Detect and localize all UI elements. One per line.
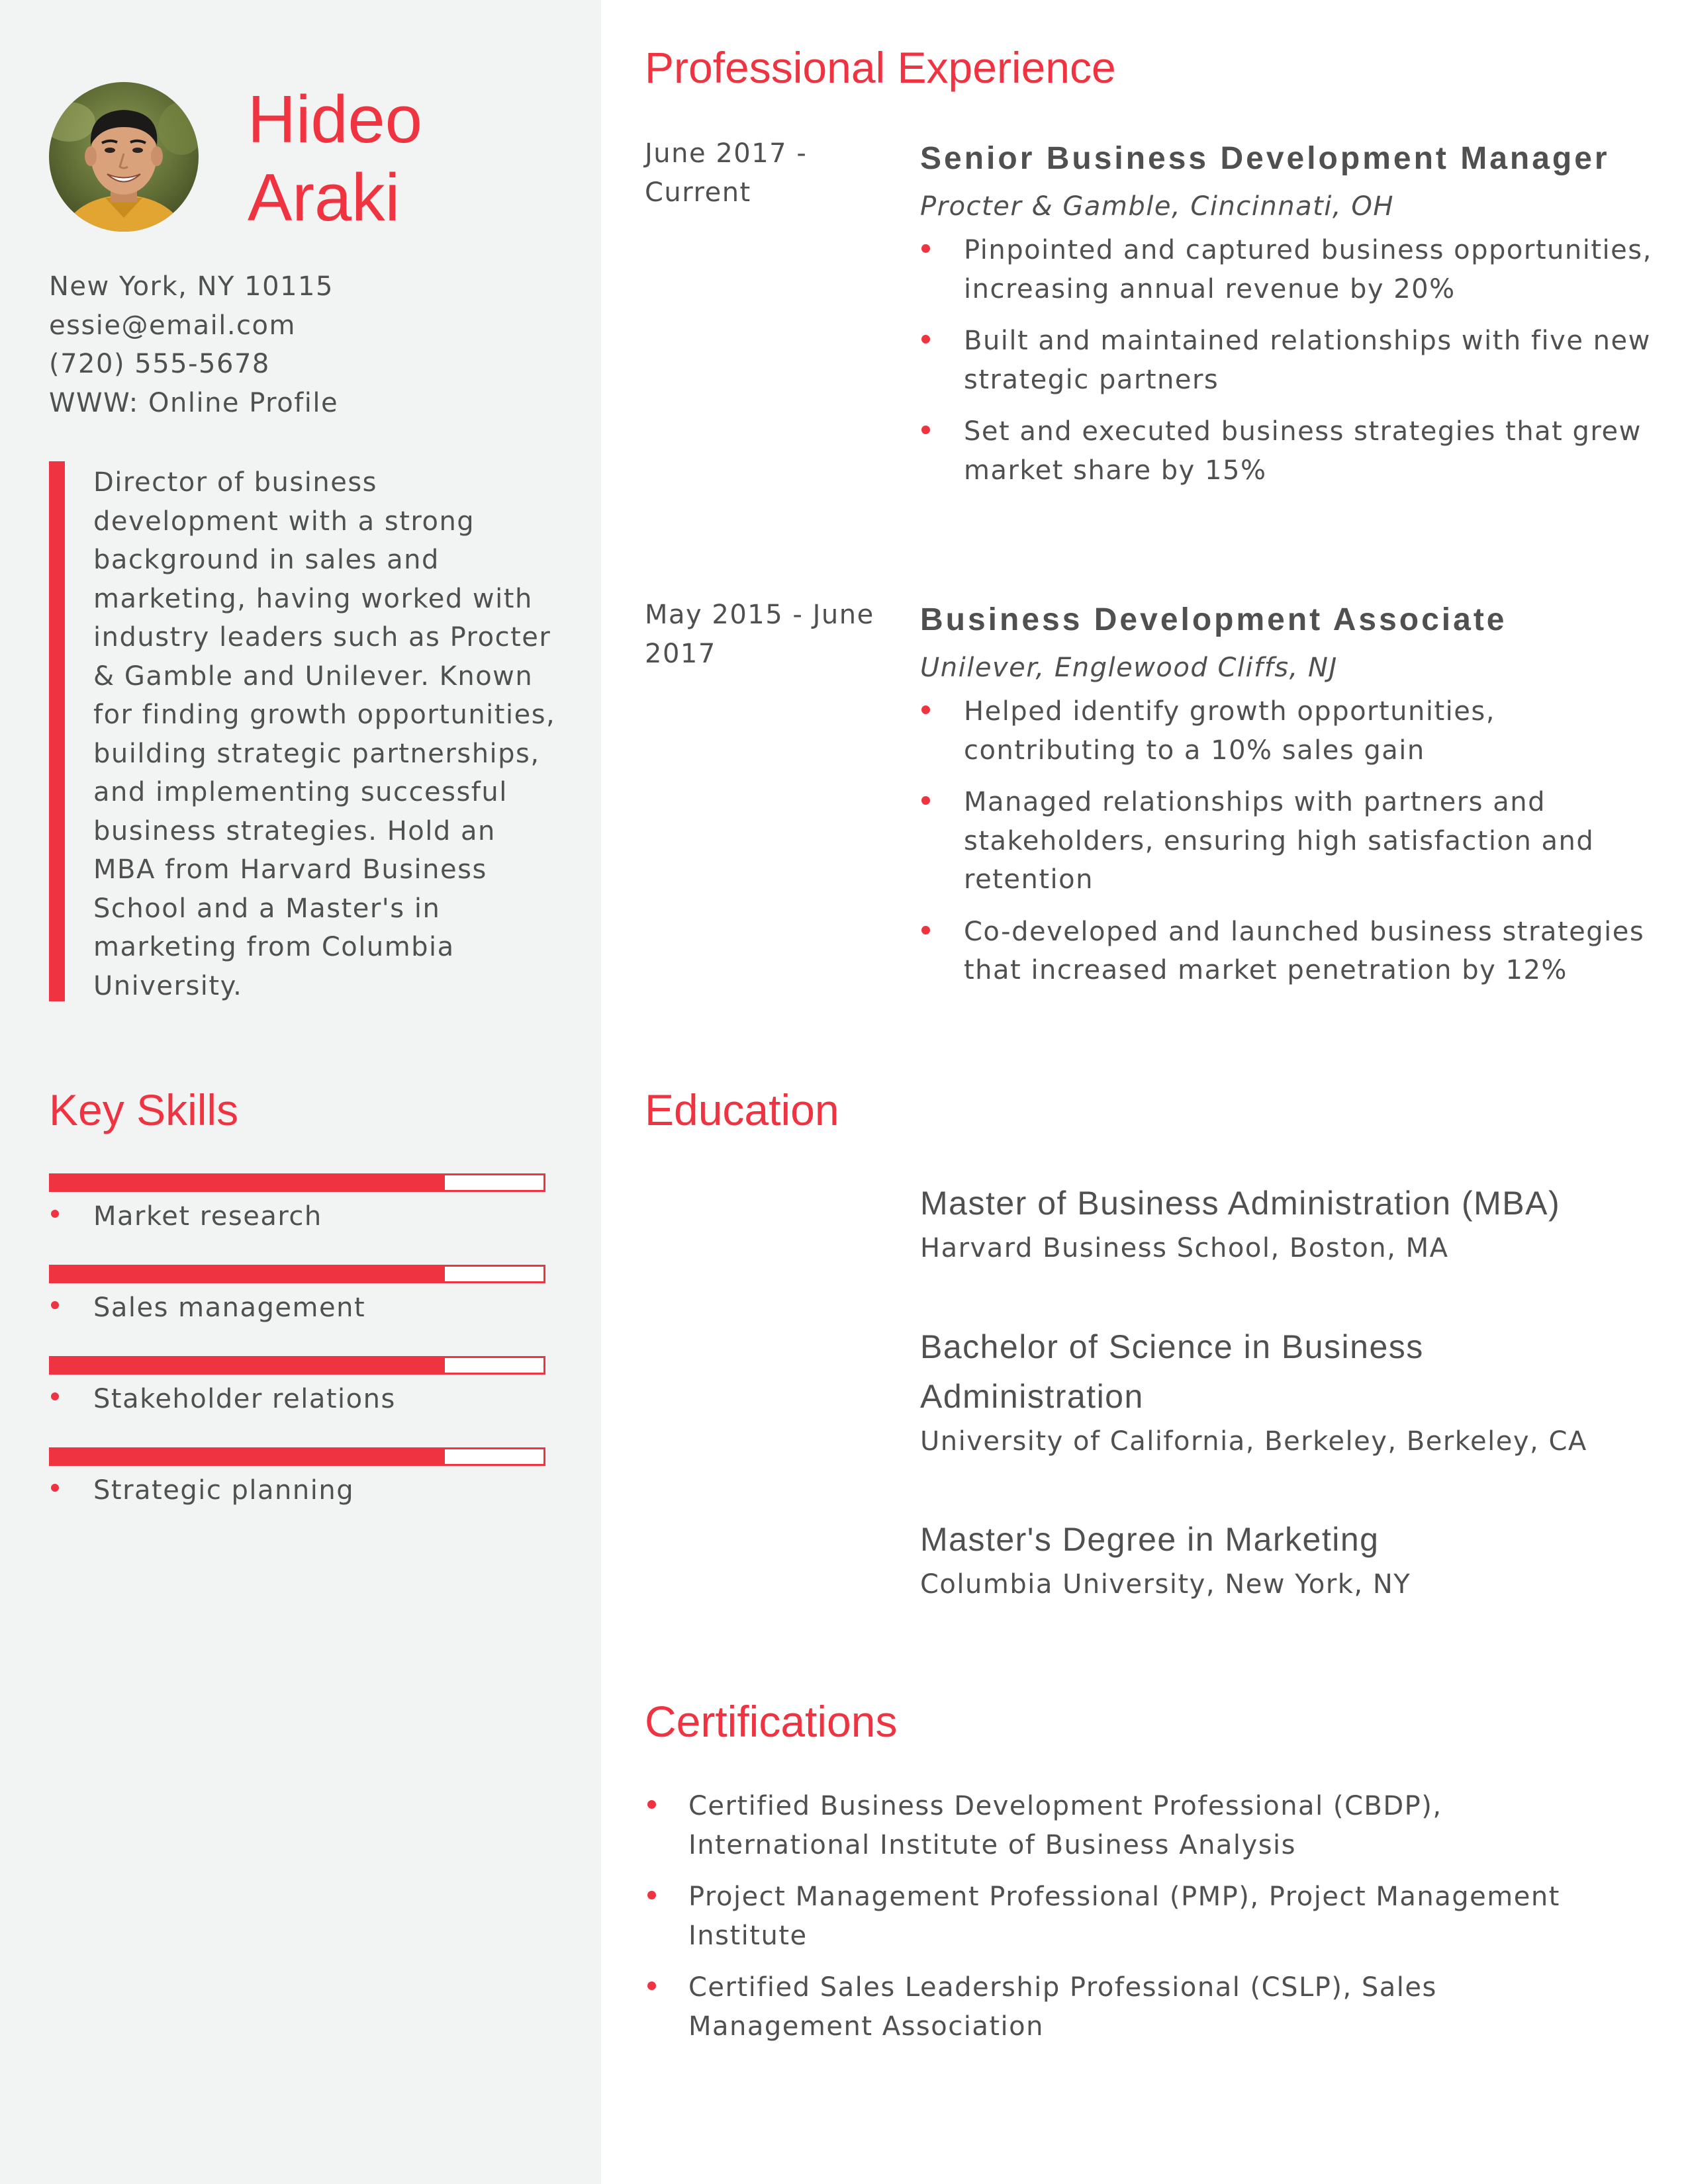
job-dates: May 2015 - June 2017 <box>645 600 874 669</box>
education-entry <box>920 1322 1635 1460</box>
education-school: Harvard Business School, Boston, MA <box>920 1233 1449 1263</box>
certification-text: Certified Business Development Professional (CBDP), International Institute of Business Analysis <box>688 1791 1442 1860</box>
education-entry <box>920 1515 1635 1603</box>
summary-accent-bar <box>49 461 65 1001</box>
list-item <box>920 322 1675 399</box>
contact-address: New York, NY 10115 <box>49 271 334 302</box>
first-name: Hideo <box>248 83 422 157</box>
job-details <box>920 134 1675 503</box>
education-degree: Master of Business Administration (MBA) <box>920 1185 1561 1222</box>
skill-label: Market research <box>93 1201 322 1232</box>
job-title: Business Development Associate <box>920 602 1507 637</box>
bullet-text: Built and maintained relationships with five new strategic partners <box>964 326 1651 395</box>
education-degree: Master's Degree in Marketing <box>920 1521 1380 1558</box>
list-item <box>920 412 1675 490</box>
last-name: Araki <box>248 161 400 235</box>
skill-label: Strategic planning <box>93 1475 355 1506</box>
certification-text: Project Management Professional (PMP), Project Management Institute <box>688 1882 1560 1951</box>
skill-item <box>49 1173 545 1265</box>
skill-level-bar <box>49 1356 545 1375</box>
list-item <box>920 783 1675 899</box>
bullet-icon <box>921 926 930 934</box>
list-item <box>645 1787 1624 1864</box>
education-heading: Education <box>645 1085 839 1134</box>
key-skills-heading: Key Skills <box>49 1085 239 1134</box>
bullet-icon <box>921 705 930 714</box>
contact-website-link[interactable]: WWW: Online Profile <box>49 387 339 418</box>
bullet-text: Set and executed business strategies that grew market share by 15% <box>964 416 1642 486</box>
avatar <box>49 82 199 232</box>
job-bullets <box>920 231 1675 490</box>
list-item <box>645 1968 1624 2046</box>
certifications-list <box>645 1787 1624 2059</box>
bullet-icon <box>921 796 930 805</box>
bullet-text: Managed relationships with partners and stakeholders, ensuring high satisfaction and retention <box>964 787 1595 895</box>
education-school: University of California, Berkeley, Berkeley, CA <box>920 1426 1587 1457</box>
sidebar <box>0 0 601 2184</box>
list-item <box>920 231 1675 308</box>
bullet-icon <box>51 1210 59 1218</box>
job-company: Unilever, Englewood Cliffs, NJ <box>920 653 1338 683</box>
bullet-icon <box>921 244 930 253</box>
candidate-name <box>248 81 422 237</box>
education-school: Columbia University, New York, NY <box>920 1569 1411 1600</box>
certifications-heading: Certifications <box>645 1697 898 1746</box>
skill-level-bar <box>49 1173 545 1192</box>
skill-level-fill <box>51 1449 445 1464</box>
person-photo-icon <box>49 82 199 232</box>
main-content <box>601 0 1688 2184</box>
skill-item <box>49 1447 545 1539</box>
skill-level-bar <box>49 1447 545 1466</box>
skill-label: Sales management <box>93 1293 366 1323</box>
bullet-icon <box>51 1301 59 1309</box>
professional-summary: Director of business development with a strong background in sales and marketing, having worked with industry leaders such as Procter & Gamble and Unilever. Known for finding growth opportunities, building strategic partnerships, and implementing successful business strategies. Hold an MBA from Harvard Business School and a Master's in marketing from Columbia University. <box>93 467 556 1001</box>
list-item <box>645 1878 1624 1955</box>
job-details <box>920 596 1675 1003</box>
skill-level-fill <box>51 1175 445 1190</box>
skills-list <box>49 1173 545 1539</box>
skill-level-fill <box>51 1267 445 1281</box>
bullet-text: Co-developed and launched business strategies that increased market penetration by 12% <box>964 916 1645 985</box>
bullet-text: Helped identify growth opportunities, contributing to a 10% sales gain <box>964 696 1495 766</box>
contact-phone: (720) 555-5678 <box>49 349 270 379</box>
contact-email[interactable]: essie@email.com <box>49 310 296 341</box>
skill-level-fill <box>51 1358 445 1373</box>
bullet-text: Pinpointed and captured business opportunities, increasing annual revenue by 20% <box>964 235 1652 304</box>
bullet-icon <box>51 1392 59 1400</box>
skill-item <box>49 1265 545 1356</box>
certification-text: Certified Sales Leadership Professional (CSLP), Sales Management Association <box>688 1972 1437 2042</box>
bullet-icon <box>921 426 930 434</box>
skill-item <box>49 1356 545 1447</box>
education-degree: Bachelor of Science in Business Administration <box>920 1328 1424 1415</box>
experience-heading: Professional Experience <box>645 43 1116 92</box>
job-bullets <box>920 692 1675 990</box>
bullet-icon <box>647 1981 656 1990</box>
skill-label: Stakeholder relations <box>93 1384 396 1414</box>
bullet-icon <box>647 1800 656 1809</box>
bullet-icon <box>921 335 930 343</box>
education-entry <box>920 1179 1635 1267</box>
contact-info <box>49 267 338 422</box>
list-item <box>920 692 1675 770</box>
list-item <box>920 913 1675 990</box>
job-dates: June 2017 - Current <box>645 138 808 208</box>
job-company: Procter & Gamble, Cincinnati, OH <box>920 191 1394 222</box>
skill-level-bar <box>49 1265 545 1283</box>
bullet-icon <box>647 1891 656 1899</box>
bullet-icon <box>51 1484 59 1492</box>
job-title: Senior Business Development Manager <box>920 141 1610 176</box>
